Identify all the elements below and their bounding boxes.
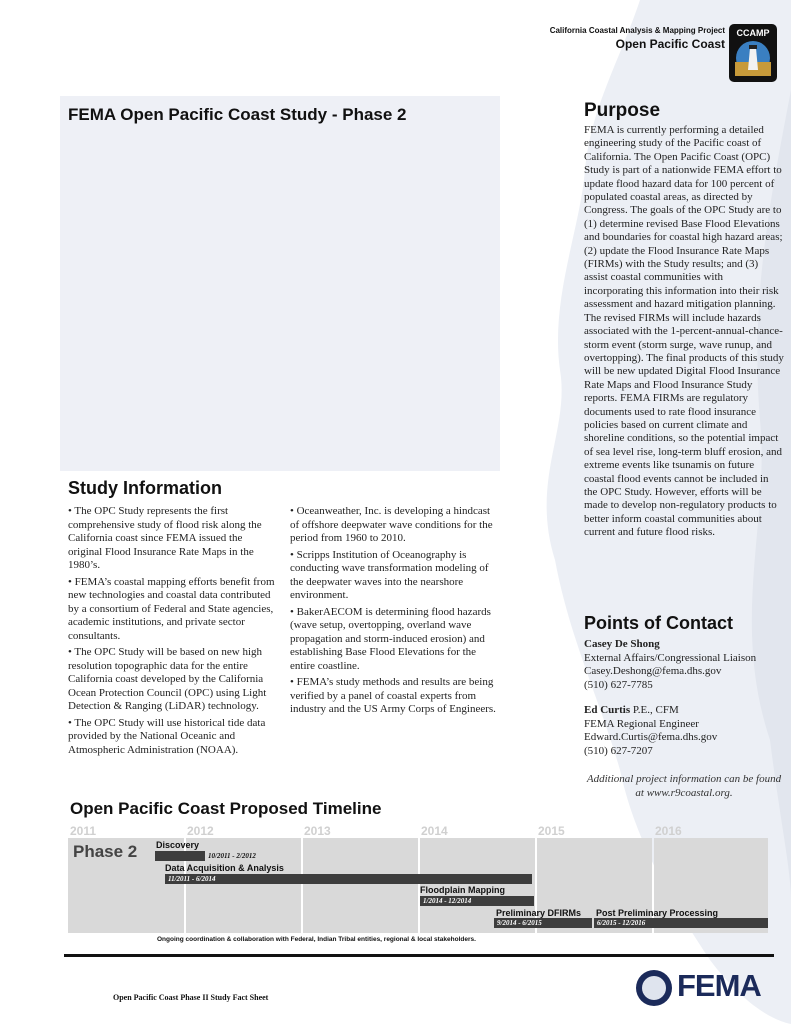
task-bar [155,851,205,861]
study-info-bullet: • The OPC Study represents the first comprehensive study of flood risk along the California coast since FEMA issued the original Flood Insurance Rate Maps in the 1980’s. [68,505,262,571]
timeline-year: 2015 [538,824,565,838]
timeline-year: 2013 [304,824,331,838]
contact-card [584,704,784,758]
task-dates: 11/2011 - 6/2014 [168,875,216,883]
study-info-bullet: • Oceanweather, Inc. is developing a hindcast of offshore deepwater wave conditions for the period from 1960 to 2010. [290,505,493,544]
contact-name: Casey De Shong [584,638,660,650]
task-dates: 1/2014 - 12/2014 [423,897,472,905]
contact-credentials: P.E., CFM [630,704,679,716]
task-label: Preliminary DFIRMs [496,908,582,918]
study-information-heading: Study Information [68,478,222,498]
timeline-heading: Open Pacific Coast Proposed Timeline [70,799,382,818]
contact-card [584,638,784,692]
footer-divider [64,954,774,957]
task-bar [420,896,534,906]
contact-phone: (510) 627-7785 [584,678,653,691]
lighthouse-icon [735,40,771,76]
study-info-bullet: • The OPC Study will use historical tide data provided by the National Oceanic and Atmospheric Administration (NOAA). [68,716,266,756]
contact-email: Edward.Curtis@fema.dhs.gov [584,731,718,743]
contact-name: Ed Curtis [584,704,631,716]
footer-text: Open Pacific Coast Phase II Study Fact Sheet [113,993,269,1002]
contact-role: External Affairs/Congressional Liaison [584,651,757,664]
task-label: Data Acquisition & Analysis [165,863,284,873]
contact-email: Casey.Deshong@fema.dhs.gov [584,665,722,677]
timeline-year-column [303,838,418,933]
contact-role: FEMA Regional Engineer [584,717,699,730]
phase-label: Phase 2 [73,842,138,861]
dhs-seal-center [642,976,666,1000]
task-bar [594,918,768,928]
study-info-column-2 [290,505,500,720]
points-of-contact-heading: Points of Contact [584,613,733,633]
purpose-body: FEMA is currently performing a detailed engineering study of the Pacific coast of California. The Open Pacific Coast (OPC) Study is part of a nationwide FEMA effort to update flood hazard data for 100 percent of populated coastal areas, as directed by Congress. The goals of the OPC Study are to (1) determine revised Base Flood Elevations and boundaries for coastal high hazard areas; (2) update the Flood Insurance Rate Maps (FIRMs) with the Study results; and (3) assist coastal communities with incorporating this information into their risk assessment and hazard mitigation planning. The revised FIRMs will include hazards associated with the 1-percent-annual-chance-storm event (storm surge, wave runup, and overtopping). The final products of this study will be new updated Digital Flood Insurance Rate Maps and Flood Insurance Study reports. FEMA FIRMs are regulatory documents used to rate flood insurance policies based on current climate and shoreline conditions, so the potential impact of sea level rise, long-term bluff erosion, and extreme events like tsunamis on future coastal flood events cannot be included in the OPC Study. However, efforts will be made to develop non-regulatory products to better inform coastal communities about current and future flood risks. [584,124,784,539]
purpose-heading: Purpose [584,100,661,121]
task-bar [165,874,532,884]
study-info-bullet: • Scripps Institution of Oceanography is conducting wave transformation modeling of the deepwater waves into the nearshore environment. [290,548,489,601]
timeline-year: 2012 [187,824,214,838]
task-label: Discovery [156,840,200,850]
study-info-column-1 [68,505,278,760]
ccamp-logo-text: CCAMP [736,28,770,38]
timeline-year: 2011 [70,824,97,838]
study-info-bullet: • The OPC Study will be based on new high resolution topographic data for the entire California coast developed by the California Ocean Protection Council (OPC) using Light Detection & Ranging (LiDAR) technology. [68,646,267,712]
task-label: Floodplain Mapping [420,885,505,895]
timeline-year: 2016 [655,824,682,838]
task-dates: 9/2014 - 6/2015 [497,919,542,927]
task-dates: 10/2011 - 2/2012 [208,852,256,860]
study-info-bullet: • FEMA’s coastal mapping efforts benefit from new technologies and coastal data contributed by a consortium of Federal and State agencies, academic institutions, and private sector consultants. [68,575,275,642]
ongoing-coordination-note: Ongoing coordination & collaboration with Federal, Indian Tribal entities, regional & local stakeholders. [157,936,476,943]
timeline-year: 2014 [421,824,448,838]
photo-panel [60,96,500,471]
task-label: Post Preliminary Processing [596,908,719,918]
page-title: FEMA Open Pacific Coast Study - Phase 2 [68,105,407,124]
study-info-bullet: • BakerAECOM is determining flood hazards (wave setup, overtopping, overland wave propagation and storm-induced erosion) and establishing Base Flood Elevations for the entire coastline. [290,605,491,672]
additional-info-note: Additional project information can be found at www.r9coastal.org. [586,773,782,799]
fema-logo: FEMA [677,968,761,1003]
ccamp-logo [729,24,777,82]
project-subtitle: Open Pacific Coast [615,37,725,51]
study-info-bullet: • FEMA’s study methods and results are being verified by a panel of coastal experts from industry and the US Army Corps of Engineers. [290,676,496,715]
contact-phone: (510) 627-7207 [584,744,653,757]
project-name: California Coastal Analysis & Mapping Project [549,26,725,35]
task-bar [494,918,592,928]
task-dates: 6/2015 - 12/2016 [597,919,646,927]
